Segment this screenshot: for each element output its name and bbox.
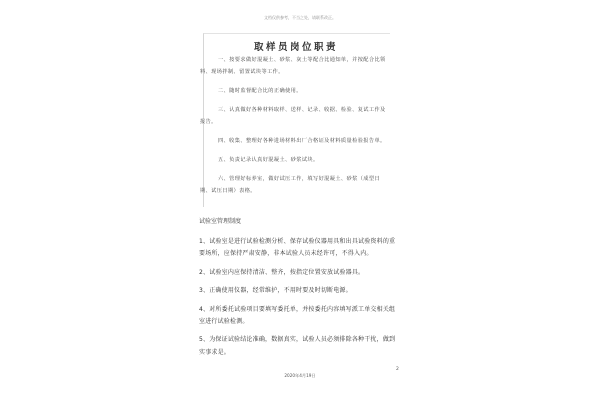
footer-date: 2020年4月19日 [284,373,316,378]
duty-item-3: 三、认真做好各种材料取样、送样、记录、收据、检验、复试工作及报告。 [200,107,386,125]
rule-item-4: 4、对所委托试验项目要填写委托单，并按委托内容填写派工单交相关组室进行试验检测。 [199,305,396,326]
rule-item-1: 1、试验室是进行试验检测分析、保存试验仪器用具和出具试验资料的重要场所，应保持严肃安静，非本试验人员未经许可，不得入内。 [199,238,396,258]
rule-list [199,236,399,365]
rule-item-3: 3、正确使用仪器，经常维护，不用时要及时切断电源。 [199,287,352,295]
document-title: 取样员岗位职责 [253,42,338,53]
duty-item-1: 一、按要求做好混凝土、砂浆、灰土等配合比通知单，并按配合比领料、现场拌制、留置试块等工作。 [200,57,386,75]
duty-item-2: 二、随时监督配合比的正确使用。 [218,88,302,94]
duty-item-4: 四、收集、整理好各种进场材料出厂合格证及材料质量检验报告单。 [218,138,386,144]
rule-item-2: 2、试验室内应保持清洁、整齐，按指定位置安放试验器具。 [199,268,365,276]
page-number: 2 [396,367,399,372]
rule-item-5: 5、为保证试验结论准确，数据真实，试验人员必须排除各种干扰，做到实事求是。 [199,336,396,356]
header-note: 文档仅供参考，不当之处，请联系改正。 [264,15,336,20]
duty-item-6: 六、管理好标养室，做好试压工作，填写好混凝土、砂浆（成型日期、试压日期）表格。 [200,176,381,194]
duty-list [200,54,390,204]
duty-item-5: 五、负责记录认真好混凝土、砂浆试块。 [218,157,319,163]
section-title: 试验室管理制度 [199,218,242,225]
